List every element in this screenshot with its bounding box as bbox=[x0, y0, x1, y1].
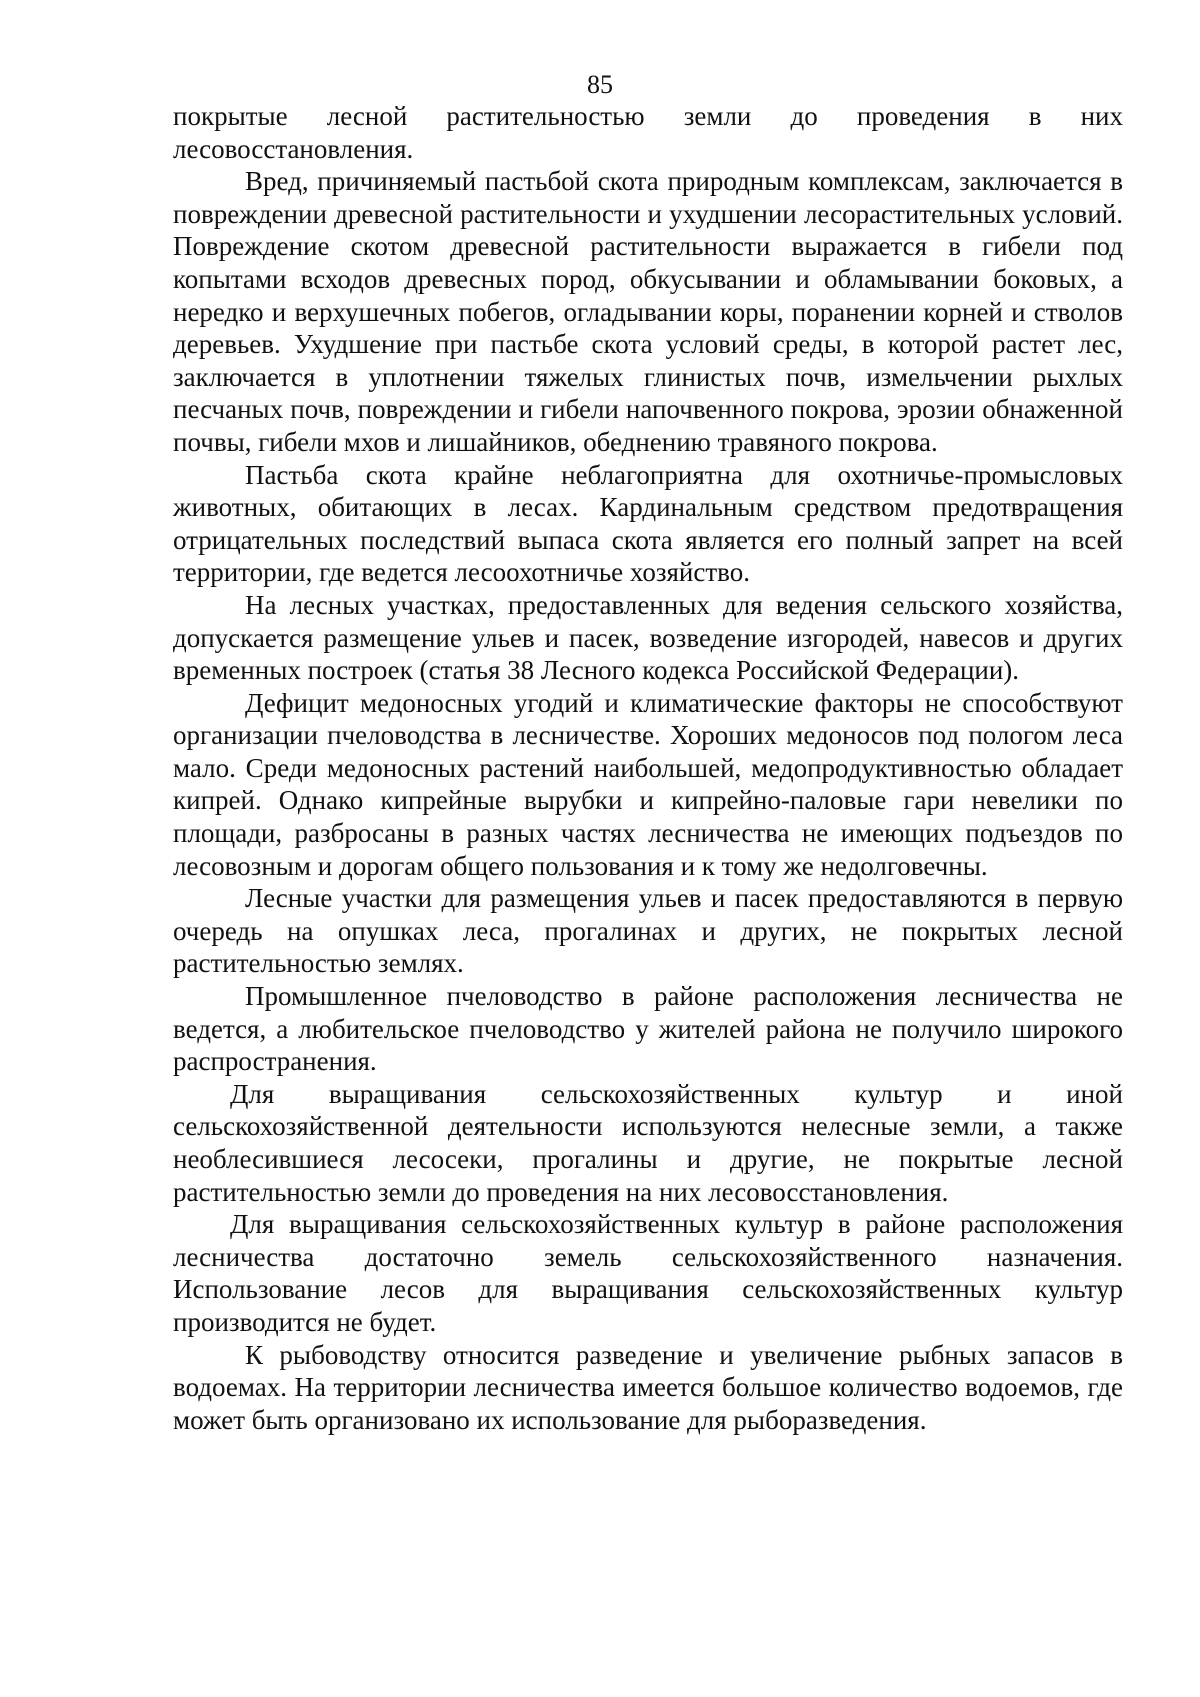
paragraph-grazing-harm: Вред, причиняемый пастьбой скота природным комплексам, заключается в повреждении древесной растительности и ухудшении лесорастительных условий. Повреждение скотом древесной растительности выражается в гибели под копытами всходов древесных пород, обкусывании и обламывании боковых, а нередко и верхушечных побегов, огладывании коры, поранении корней и стволов деревьев. Ухудшение при пастьбе скота условий среды, в которой растет лес, заключается в уплотнении тяжелых глинистых почв, измельчении рыхлых песчаных почв, повреждении и гибели напочвенного покрова, эрозии обнаженной почвы, гибели мхов и лишайников, обеднению травяного покрова. bbox=[173, 166, 1123, 457]
paragraph-fish-farming: К рыбоводству относится разведение и увеличение рыбных запасов в водоемах. На территории лесничества имеется большое количество водоемов, где может быть организовано их использование для рыборазведения. bbox=[173, 1339, 1123, 1435]
document-body bbox=[173, 100, 1123, 1436]
paragraph-agriculture-plots: На лесных участках, предоставленных для ведения сельского хозяйства, допускается размещение ульев и пасек, возведение изгородей, навесов и других временных построек (статья 38 Лесного кодекса Российской Федерации). bbox=[173, 589, 1123, 686]
paragraph-hive-plots: Лесные участки для размещения ульев и пасек предоставляются в первую очередь на опушках леса, прогалинах и других, не покрытых лесной растительностью землях. bbox=[173, 883, 1123, 979]
page-number: 85 bbox=[587, 70, 613, 99]
paragraph-continuation: покрытые лесной растительностью земли до проведения в них лесовосстановления. bbox=[173, 101, 1123, 164]
paragraph-grazing-animals: Пастьба скота крайне неблагоприятна для охотничье-промысловых животных, обитающих в лесах. Кардинальным средством предотвращения отрицательных последствий выпаса скота является его полный запрет на всей территории, где ведется лесоохотничье хозяйство. bbox=[173, 459, 1123, 588]
paragraph-honey-plants: Дефицит медоносных угодий и климатические факторы не способствуют организации пчеловодства в лесничестве. Хороших медоносов под пологом леса мало. Среди медоносных растений наибольшей, медопродуктивностью обладает кипрей. Однако кипрейные вырубки и кипрейно-паловые гари невелики по площади, разбросаны в разных частях лесничества не имеющих подъездов по лесовозным и дорогам общего пользования и к тому же недолговечны. bbox=[173, 687, 1123, 881]
paragraph-crop-usage: Для выращивания сельскохозяйственных культур в районе расположения лесничества достаточно земель сельскохозяйственного назначения. Использование лесов для выращивания сельскохозяйственных культур производится не будет. bbox=[173, 1209, 1123, 1337]
paragraph-beekeeping: Промышленное пчеловодство в районе расположения лесничества не ведется, а любительское пчеловодство у жителей района не получило широкого распространения. bbox=[173, 981, 1123, 1077]
paragraph-crop-lands: Для выращивания сельскохозяйственных культур и иной сельскохозяйственной деятельности используются нелесные земли, а также необлесившиеся лесосеки, прогалины и другие, не покрытые лесной растительностью земли до проведения на них лесовосстановления. bbox=[173, 1078, 1123, 1207]
